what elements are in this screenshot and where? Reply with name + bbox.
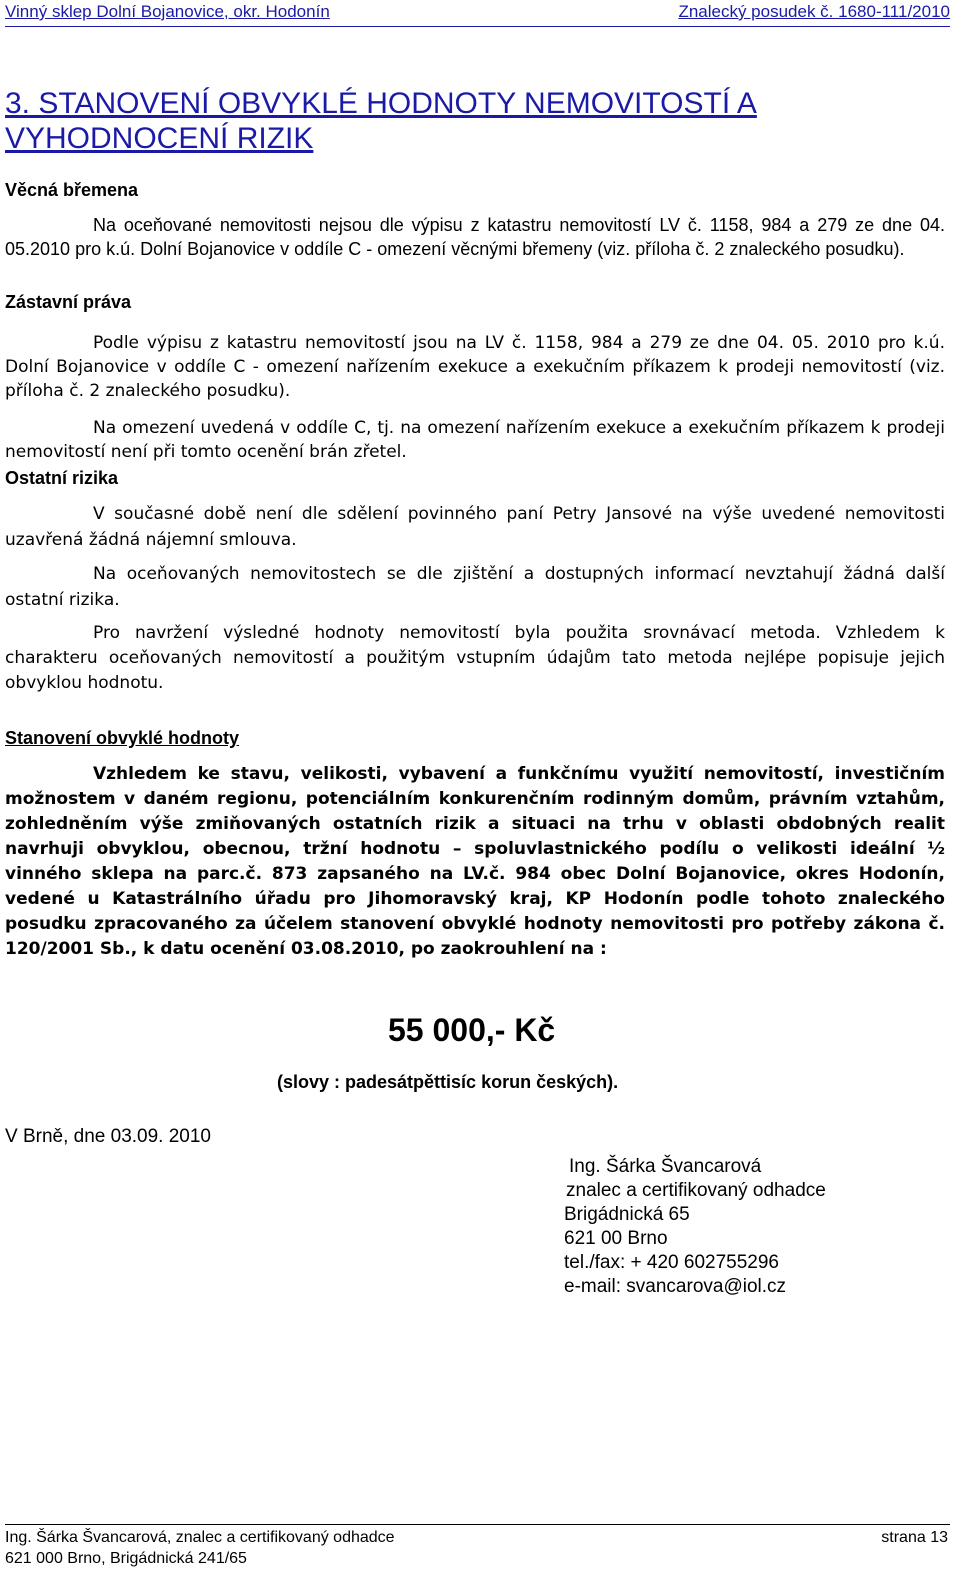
footer-author: Ing. Šárka Švancarová, znalec a certifikovaný odhadce: [5, 1529, 395, 1546]
page-header: [5, 2, 950, 22]
signature-block: [564, 1155, 826, 1299]
footer-address: 621 000 Brno, Brigádnická 241/65: [5, 1550, 247, 1567]
signature-role: znalec a certifikovaný odhadce: [566, 1180, 826, 1201]
paragraph-stanoveni: Vzhledem ke stavu, velikosti, vybavení a funkčnímu využití nemovitostí, investičním možnostem v daném regionu, potenciálním konkurenčním rodinným domům, právním vztahům, zohledněním výše zmiňovaných ostatních rizik a situaci na trhu v oblasti obdobných realit navrhuji obvyklou, obecnou, tržní hodnotu – spoluvlastnického podílu o velikosti ideální ½ vinného sklepa na parc.č. 873 zapsaného na LV.č. 984 obec Dolní Bojanovice, okres Hodonín, vedené u Katastrálního úřadu pro Jihomoravský kraj, KP Hodonín podle tohoto znaleckého posudku zpracovaného za účelem stanovení obvyklé hodnoty nemovitosti pro potřeby zákona č. 120/2001 Sb., k datu ocenění 03.08.2010, po zaokrouhlení na :: [5, 764, 945, 959]
signature-name: Ing. Šárka Švancarová: [569, 1156, 762, 1177]
paragraph-zastavni-prava-2: Na omezení uvedená v oddíle C, tj. na omezení nařízením exekuce a exekučním příkazem k prodeji nemovitostí není při tomto ocenění brán zřetel.: [5, 418, 945, 462]
page-footer: [5, 1527, 948, 1569]
valuation-amount-words: (slovy : padesátpěttisíc korun českých).: [277, 1072, 619, 1092]
paragraph-ostatni-rizika-1: V současné době není dle sdělení povinného paní Petry Jansové na výše uvedené nemovitosti uzavřená žádná nájemní smlouva.: [5, 504, 945, 550]
valuation-amount: 55 000,- Kč: [388, 1012, 556, 1048]
heading-ostatni-rizika: Ostatní rizika: [5, 468, 119, 488]
header-document-title: Vinný sklep Dolní Bojanovice, okr. Hodonín: [5, 2, 330, 21]
paragraph-vecna-bremena: Na oceňované nemovitosti nejsou dle výpisu z katastru nemovitostí LV č. 1158, 984 a 279 ze dne 04. 05.2010 pro k.ú. Dolní Bojanovice v oddíle C - omezení věcnými břemeny (viz. příloha č. 2 znaleckého posudku).: [5, 215, 945, 259]
heading-vecna-bremena: Věcná břemena: [5, 180, 139, 200]
footer-divider: [5, 1524, 950, 1525]
footer-page-number: strana 13: [881, 1529, 948, 1546]
signature-street: Brigádnická 65: [564, 1204, 690, 1225]
heading-stanoveni: Stanovení obvyklé hodnoty: [5, 728, 240, 748]
signature-phone: tel./fax: + 420 602755296: [564, 1252, 779, 1273]
signature-city: 621 00 Brno: [564, 1228, 668, 1249]
header-divider: [5, 26, 950, 27]
header-report-number: Znalecký posudek č. 1680-111/2010: [678, 2, 950, 21]
place-and-date: V Brně, dne 03.09. 2010: [5, 1126, 211, 1147]
section-title: 3. STANOVENÍ OBVYKLÉ HODNOTY NEMOVITOSTÍ A VYHODNOCENÍ RIZIK: [5, 87, 757, 155]
heading-zastavni-prava: Zástavní práva: [5, 292, 132, 312]
signature-email: e-mail: svancarova@iol.cz: [564, 1276, 787, 1297]
paragraph-zastavni-prava-1: Podle výpisu z katastru nemovitostí jsou na LV č. 1158, 984 a 279 ze dne 04. 05. 2010 pro k.ú. Dolní Bojanovice v oddíle C - omezení nařízením exekuce a exekučním příkazem k prodeji nemovitostí (viz. příloha č. 2 znaleckého posudku).: [5, 333, 945, 401]
paragraph-ostatni-rizika-2: Na oceňovaných nemovitostech se dle zjištění a dostupných informací nevztahují žádná další ostatní rizika.: [5, 564, 945, 610]
paragraph-ostatni-rizika-3: Pro navržení výsledné hodnoty nemovitostí byla použita srovnávací metoda. Vzhledem k charakteru oceňovaných nemovitostí a použitým vstupním údajům tato metoda nejlépe popisuje jejich obvyklou hodnotu.: [5, 623, 945, 693]
